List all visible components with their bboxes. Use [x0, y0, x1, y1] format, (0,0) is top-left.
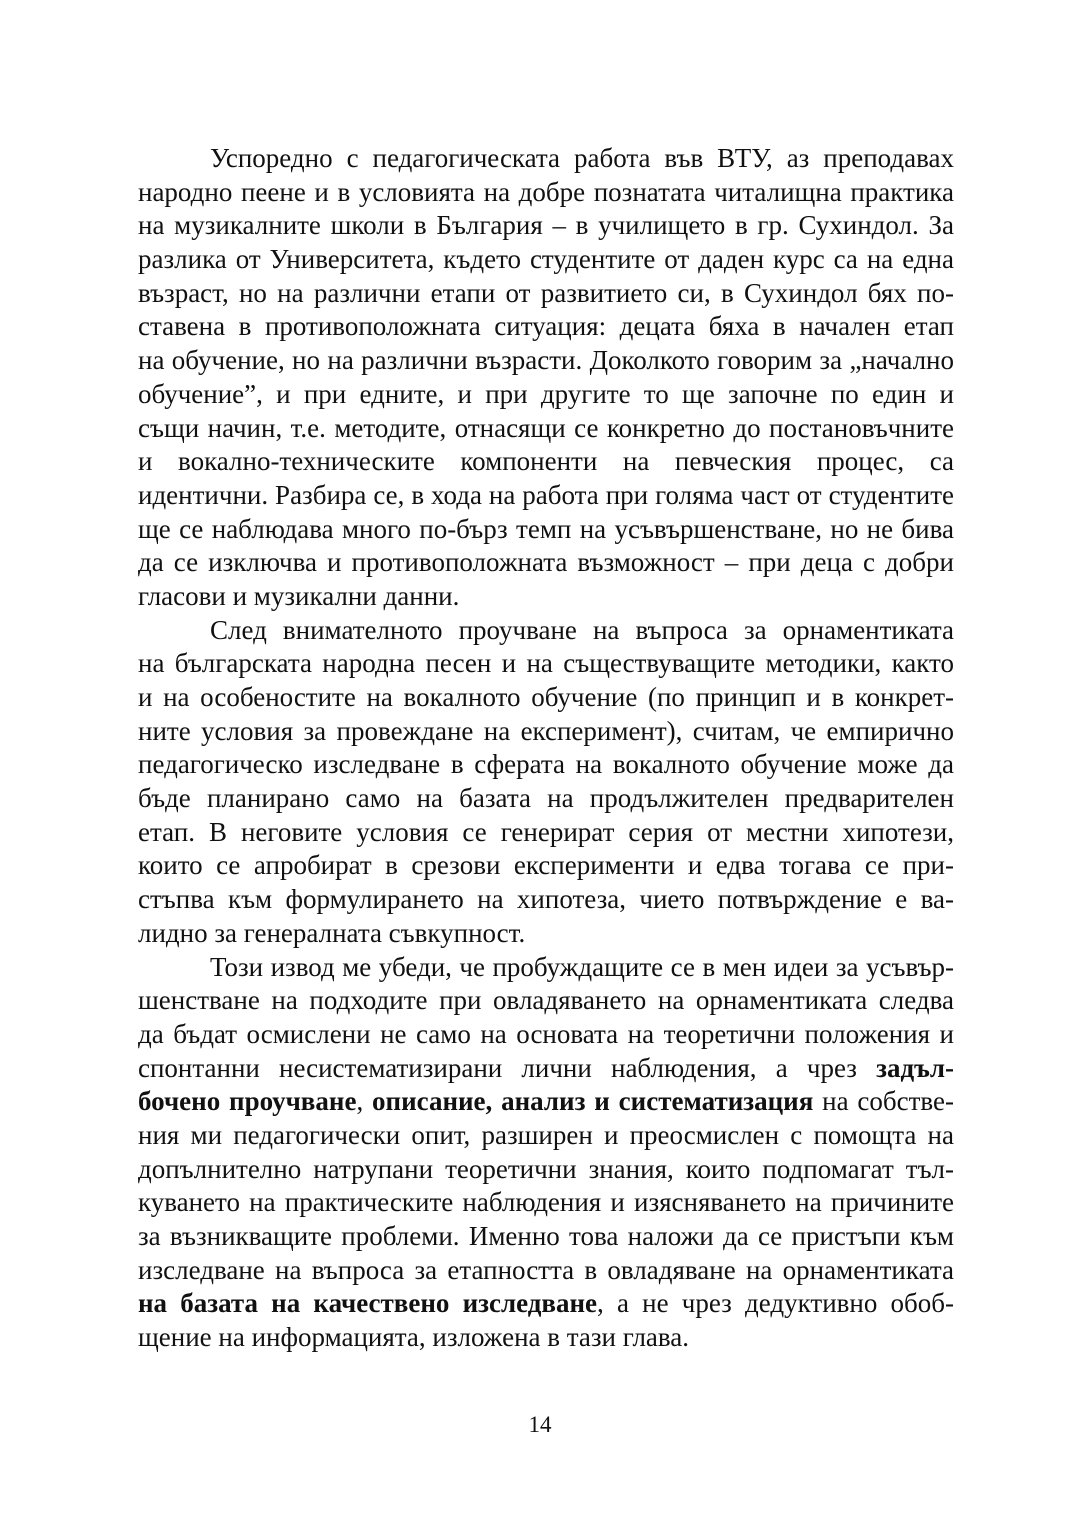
text-run: , а не чрез дедуктивно обоб-	[597, 1288, 954, 1319]
text-line	[138, 479, 954, 513]
bold-text: бочено проучване	[138, 1086, 357, 1117]
text-line	[138, 580, 954, 614]
text-run: на музикалните школи в България – в училището в гр. Сухиндол. За	[138, 210, 954, 241]
text-run: идентични. Разбира се, в хода на работа при голяма част от студентите	[138, 479, 954, 510]
paragraph	[138, 614, 954, 951]
text-line	[138, 951, 954, 985]
text-run: ,	[356, 1086, 373, 1117]
text-run: етап. В неговите условия се генерират серия от местни хипотези,	[138, 816, 954, 847]
text-run: допълнително натрупани теоретични знания, които подпомагат тъл-	[138, 1153, 954, 1184]
text-run: гласови и музикални данни.	[138, 580, 460, 611]
text-line	[138, 917, 954, 951]
text-line	[138, 176, 954, 210]
text-run: да се изключва и противоположната възможност – при деца с добри	[138, 547, 954, 578]
text-run: Успоредно с педагогическата работа във ВТУ, аз преподавах	[210, 143, 954, 173]
text-line	[138, 681, 954, 715]
text-line	[138, 647, 954, 681]
text-run: на обучение, но на различни възрасти. Доколкото говорим за „начално	[138, 345, 954, 376]
text-line	[138, 1153, 954, 1187]
text-line	[138, 378, 954, 412]
text-run: на българската народна песен и на съществуващите методики, както	[138, 648, 954, 679]
bold-text: на базата на качествено изследване	[138, 1288, 598, 1319]
text-line	[138, 782, 954, 816]
bold-text: описание, анализ и систематизация	[372, 1086, 814, 1117]
text-run: ще се наблюдава много по-бърз темп на усъвършенстване, но не бива	[138, 513, 954, 544]
text-line	[138, 614, 954, 648]
text-line	[138, 849, 954, 883]
text-line	[138, 277, 954, 311]
text-run: шенстване на подходите при овладяването на орнаментиката следва	[138, 985, 954, 1016]
text-run: ния ми педагогически опит, разширен и преосмислен с помощта на	[138, 1119, 954, 1150]
text-line	[138, 445, 954, 479]
text-line	[138, 1287, 954, 1321]
text-run: стъпва към формулирането на хипотеза, чието потвърждение е ва-	[138, 884, 954, 915]
text-line	[138, 1220, 954, 1254]
text-run: куването на практическите наблюдения и изясняването на причините	[138, 1187, 954, 1218]
bold-text: задъл-	[876, 1052, 954, 1083]
text-line	[138, 209, 954, 243]
text-line	[138, 883, 954, 917]
text-line	[138, 984, 954, 1018]
body-text	[138, 142, 954, 1355]
text-run: възраст, но на различни етапи от развитието си, в Сухиндол бях по-	[138, 277, 954, 308]
text-run: ните условия за провеждане на експеримент), считам, че емпирично	[138, 715, 954, 746]
page-number: 14	[528, 1412, 552, 1437]
text-run: щение на информацията, изложена в тази глава.	[138, 1322, 690, 1353]
text-run: ставена в противоположната ситуация: децата бяха в начален етап	[138, 311, 954, 342]
text-run: разлика от Университета, където студентите от даден курс са на една	[138, 244, 954, 275]
text-line	[138, 1085, 954, 1119]
text-line	[138, 748, 954, 782]
text-run: да бъдат осмислени не само на основата на теоретични положения и	[138, 1018, 954, 1049]
paragraph	[138, 142, 954, 614]
text-run: същи начин, т.е. методите, отнасящи се конкретно до постановъчните	[138, 412, 954, 443]
text-run: След внимателното проучване на въпроса за орнаментиката	[210, 614, 954, 645]
text-line	[138, 412, 954, 446]
text-run: на собстве-	[813, 1086, 954, 1117]
text-run: педагогическо изследване в сферата на вокалното обучение може да	[138, 749, 954, 780]
text-line	[138, 1321, 954, 1355]
text-line	[138, 1186, 954, 1220]
text-line	[138, 310, 954, 344]
text-run: народно пеене и в условията на добре познатата читалищна практика	[138, 176, 954, 207]
text-run: и вокално-техническите компоненти на певческия процес, са	[138, 446, 954, 477]
text-run: и на особеностите на вокалното обучение (по принцип и в конкрет-	[138, 682, 954, 712]
text-run: за възникващите проблеми. Именно това наложи да се пристъпи към	[138, 1221, 954, 1251]
text-run: бъде планирано само на базата на продължителен предварителен	[138, 783, 954, 814]
text-line	[138, 1018, 954, 1052]
text-line	[138, 142, 954, 176]
text-line	[138, 243, 954, 277]
text-run: обучение”, и при едните, и при другите то ще започне по един и	[138, 378, 954, 409]
text-line	[138, 1052, 954, 1086]
text-line	[138, 1119, 954, 1153]
text-line	[138, 1254, 954, 1288]
text-line	[138, 344, 954, 378]
text-run: Този извод ме убеди, че пробуждащите се в мен идеи за усъвър-	[210, 951, 954, 982]
text-run: лидно за генералната съвкупност.	[138, 917, 526, 948]
text-run: изследване на въпроса за етапността в овладяване на орнаментиката	[138, 1254, 954, 1285]
text-line	[138, 513, 954, 547]
text-line	[138, 715, 954, 749]
text-line	[138, 816, 954, 850]
text-run: които се апробират в срезови експерименти и едва тогава се при-	[138, 850, 954, 881]
paragraph	[138, 951, 954, 1355]
text-line	[138, 546, 954, 580]
text-run: спонтанни несистематизирани лични наблюдения, а чрез	[138, 1052, 877, 1083]
